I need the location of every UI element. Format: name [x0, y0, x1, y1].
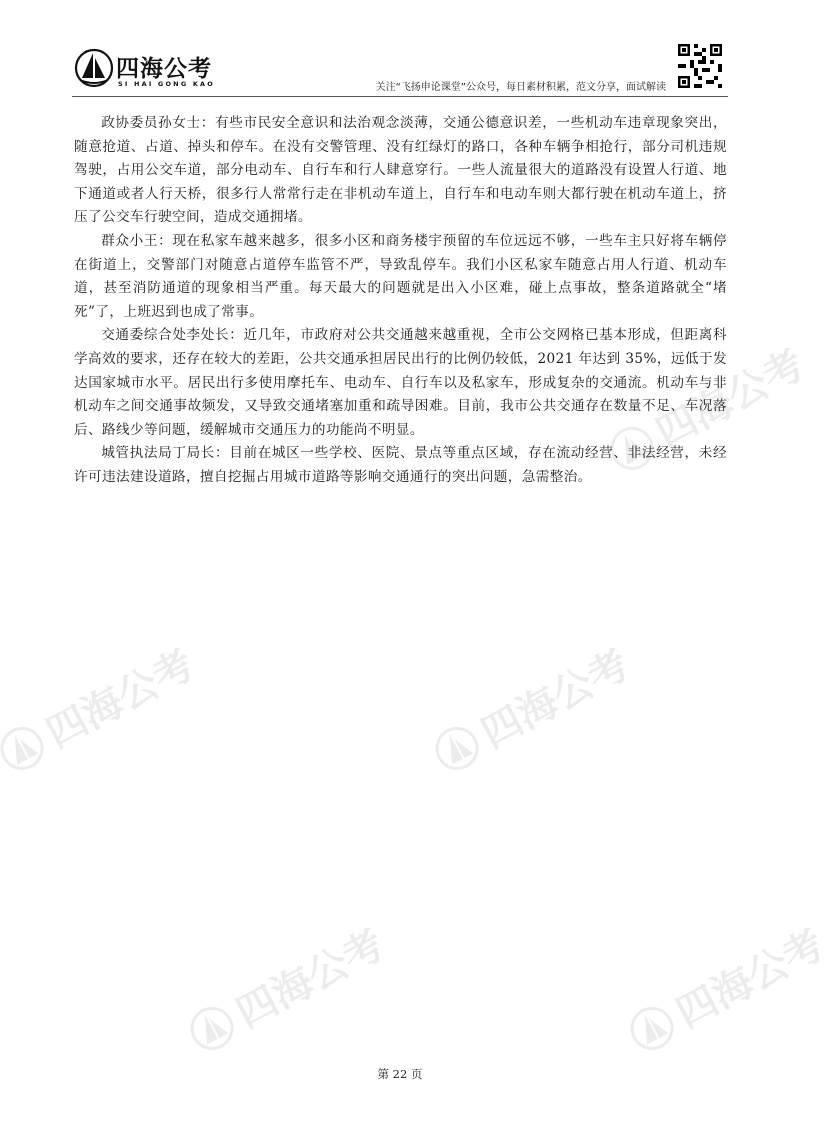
watermark-text: 四海公考 [474, 641, 638, 758]
sailboat-logo-icon [74, 48, 114, 88]
watermark-text: 四海公考 [649, 341, 813, 458]
paragraph: 政协委员孙女士：有些市民安全意识和法治观念淡薄，交通公德意识差，一些机动车违章现象突出，随意抢道、占道、掉头和停车。在没有交警管理、没有红绿灯的路口，各种车辆争相抢行，部分司机违规驾驶，占用公交车道，部分电动车、自行车和行人肆意穿行。一些人流量很大的道路没有设置人行道、地下通道或者人行天桥，很多行人常常行走在非机动车道上，自行车和电动车则大都行驶在机动车道上，挤压了公交车行驶空间，造成交通拥堵。 [74, 115, 727, 226]
header-divider [72, 96, 728, 97]
sailboat-watermark-icon [182, 998, 242, 1058]
document-body [74, 112, 727, 490]
paragraph: 群众小王：现在私家车越来越多，很多小区和商务楼宇预留的车位远远不够，一些车主只好将车辆停在街道上，交警部门对随意占道停车监管不严，导致乱停车。我们小区私家车随意占用人行道、机动车道，甚至消防通道的现象相当严重。每天最大的问题就是出入小区难，碰上点事故，整条道路就全“堵死”了，上班迟到也成了常事。 [74, 232, 727, 320]
watermark-text: 四海公考 [669, 921, 833, 1038]
paragraph: 交通委综合处李处长：近几年，市政府对公共交通越来越重视，全市公交网格已基本形成，但距离科学高效的要求，还存在较大的差距，公共交通承担居民出行的比例仍较低，2021 年达到 35%，远低于发达国家城市水平。居民出行多使用摩托车、电动车、自行车以及私家车，形成复杂的交通流。机动车与非机动车之间交通事故频发，又导致交通堵塞加重和疏导困难。目前，我市公共交通存在数量不足、车况落后、路线少等问题，缓解城市交通压力的功能尚不明显。 [74, 327, 727, 438]
watermark [0, 634, 203, 784]
watermark [619, 914, 833, 1064]
brand-logo [74, 48, 224, 98]
brand-subtitle: SI HAI GONG KAO [118, 80, 216, 88]
header-slogan: 关注“飞扬申论课堂”公众号，每日素材积累，范文分享，面试解读 [375, 82, 666, 93]
watermark [424, 634, 638, 784]
paragraph: 城管执法局丁局长：目前在城区一些学校、医院、景点等重点区域，存在流动经营、非法经营，未经许可违法建设道路，擅自挖掘占用城市道路等影响交通通行的突出问题，急需整治。 [74, 445, 727, 485]
sailboat-watermark-icon [622, 998, 682, 1058]
sailboat-watermark-icon [427, 718, 487, 778]
qr-code-icon [678, 44, 722, 88]
watermark-text: 四海公考 [39, 641, 203, 758]
sailboat-watermark-icon [0, 718, 52, 778]
brand-name: 四海公考 [116, 56, 212, 82]
page-header [0, 0, 800, 100]
page-number: 第 22 页 [377, 1067, 423, 1081]
watermark-text: 四海公考 [229, 921, 393, 1038]
watermark [179, 914, 393, 1064]
